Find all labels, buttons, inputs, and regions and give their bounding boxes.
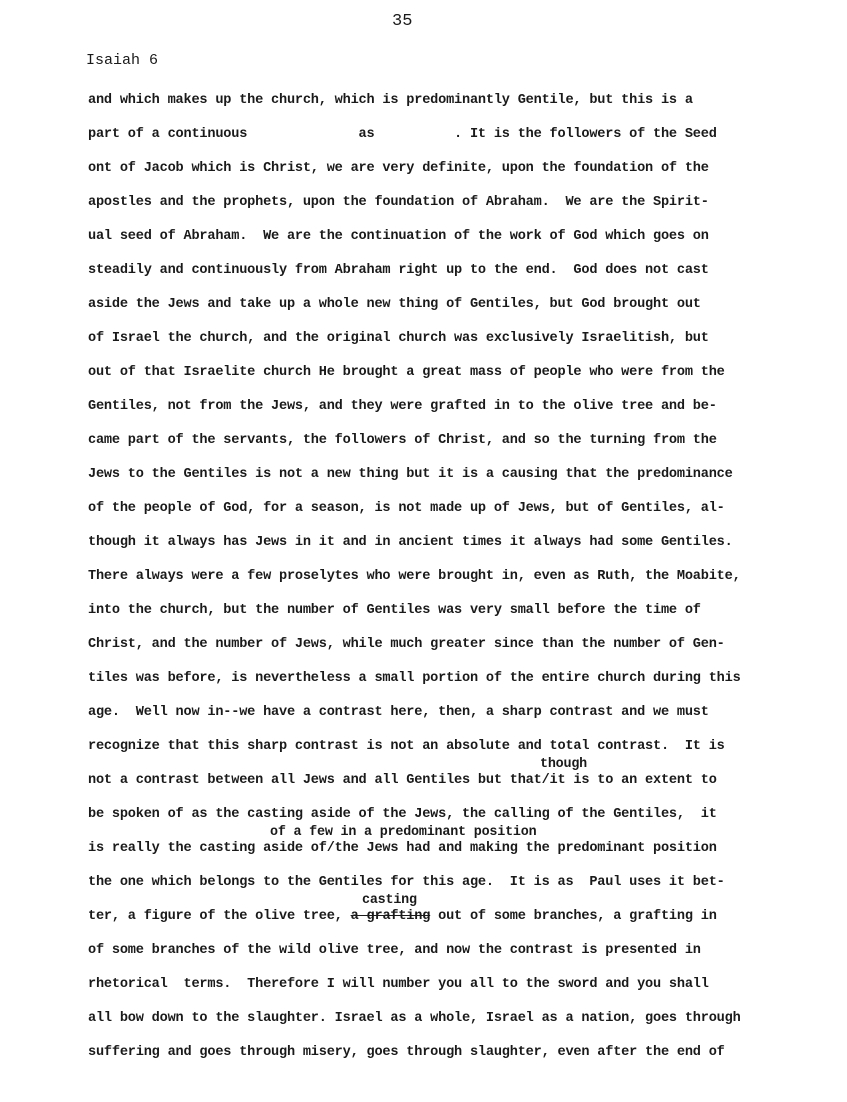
text-line: aside the Jews and take up a whole new thing of Gentiles, but God brought out xyxy=(88,297,701,312)
text-line xyxy=(88,909,717,924)
text-line: and which makes up the church, which is predominantly Gentile, but this is a xyxy=(88,93,693,108)
text-line: recognize that this sharp contrast is not an absolute and total contrast. It is xyxy=(88,739,725,754)
text-line: age. Well now in--we have a contrast here, then, a sharp contrast and we must xyxy=(88,705,709,720)
text-line: out of that Israelite church He brought a great mass of people who were from the xyxy=(88,365,725,380)
text-line: tiles was before, is nevertheless a small portion of the entire church during this xyxy=(88,671,741,686)
text-line: part of a continuous as . It is the followers of the Seed xyxy=(88,127,717,142)
text-line: Jews to the Gentiles is not a new thing but it is a causing that the predominance xyxy=(88,467,733,482)
text-line: all bow down to the slaughter. Israel as a whole, Israel as a nation, goes through xyxy=(88,1011,741,1026)
text-line: of some branches of the wild olive tree, and now the contrast is presented in xyxy=(88,943,701,958)
text-line: ual seed of Abraham. We are the continuation of the work of God which goes on xyxy=(88,229,709,244)
text-line: suffering and goes through misery, goes through slaughter, even after the end of xyxy=(88,1045,725,1060)
page-number: 35 xyxy=(392,12,413,31)
text-line: came part of the servants, the followers of Christ, and so the turning from the xyxy=(88,433,717,448)
text-line: Christ, and the number of Jews, while much greater since than the number of Gen- xyxy=(88,637,725,652)
text-line: steadily and continuously from Abraham right up to the end. God does not cast xyxy=(88,263,709,278)
text-line: of the people of God, for a season, is not made up of Jews, but of Gentiles, al- xyxy=(88,501,725,516)
text-line: apostles and the prophets, upon the foundation of Abraham. We are the Spirit- xyxy=(88,195,709,210)
text-line: though it always has Jews in it and in ancient times it always had some Gentiles. xyxy=(88,535,733,550)
text-line: not a contrast between all Jews and all Gentiles but that/it is to an extent to xyxy=(88,773,717,788)
text-line: There always were a few proselytes who were brought in, even as Ruth, the Moabite, xyxy=(88,569,741,584)
line-text: ter, a figure of the olive tree, xyxy=(88,909,351,924)
text-line: is really the casting aside of/the Jews had and making the predominant position xyxy=(88,841,717,856)
line-text: out of some branches, a grafting in xyxy=(430,909,717,924)
text-line: of Israel the church, and the original church was exclusively Israelitish, but xyxy=(88,331,709,346)
interlinear-insert: though xyxy=(540,757,588,772)
text-line: into the church, but the number of Gentiles was very small before the time of xyxy=(88,603,701,618)
text-line: Gentiles, not from the Jews, and they were grafted in to the olive tree and be- xyxy=(88,399,717,414)
text-line: be spoken of as the casting aside of the Jews, the calling of the Gentiles, it xyxy=(88,807,717,822)
interlinear-insert: of a few in a predominant position xyxy=(270,825,537,840)
text-line: rhetorical terms. Therefore I will number you all to the sword and you shall xyxy=(88,977,709,992)
interlinear-insert: casting xyxy=(362,893,417,908)
text-line: the one which belongs to the Gentiles for this age. It is as Paul uses it bet- xyxy=(88,875,725,890)
page-header: Isaiah 6 xyxy=(86,52,159,69)
text-line: ont of Jacob which is Christ, we are very definite, upon the foundation of the xyxy=(88,161,709,176)
struck-text: a grafting xyxy=(350,909,431,924)
